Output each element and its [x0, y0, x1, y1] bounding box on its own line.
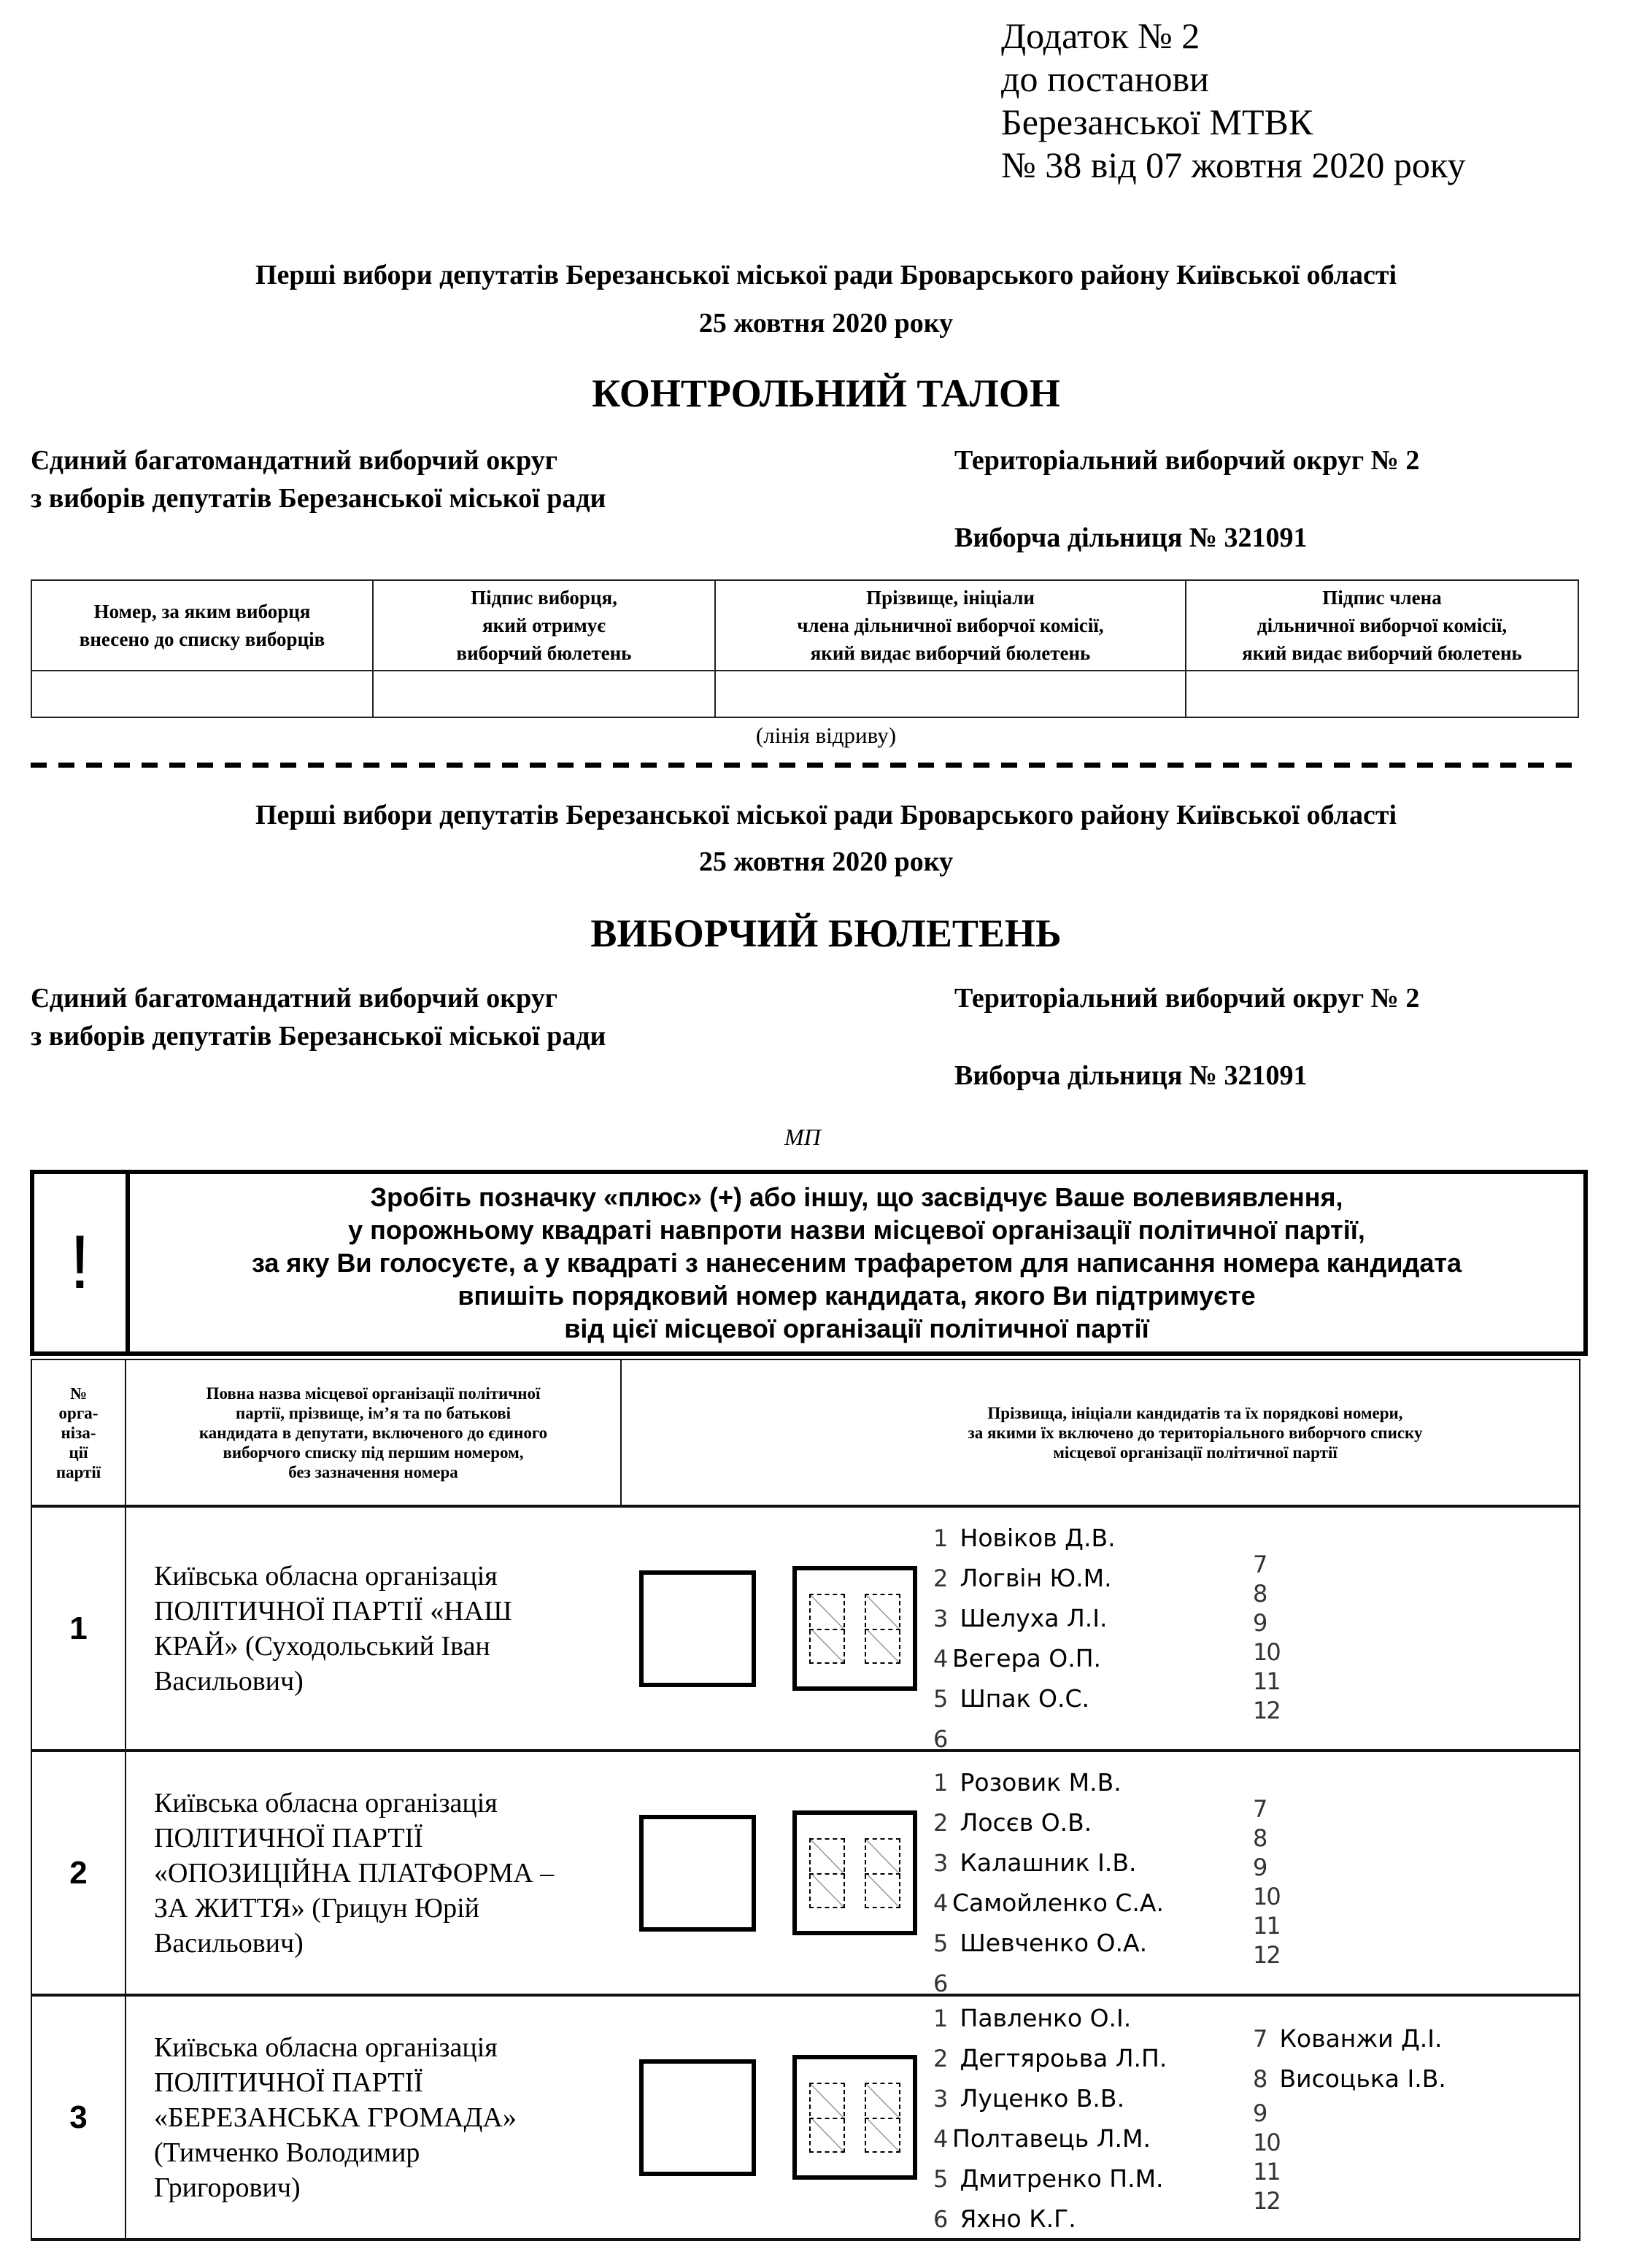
appendix-line: до постанови [1001, 58, 1209, 99]
control-stub-title: КОНТРОЛЬНИЙ ТАЛОН [592, 371, 1060, 415]
party-row [31, 1995, 1580, 2240]
candidate-item: 3 Калашник І.В. [933, 1848, 1137, 1877]
party-vote-checkbox[interactable] [639, 1570, 756, 1687]
party-vote-checkbox[interactable] [639, 2059, 756, 2176]
candidate-list [917, 1995, 1580, 2240]
candidate-list [917, 1506, 1580, 1751]
vote-boxes [621, 1751, 917, 1995]
candidate-item: 10 [1253, 2129, 1280, 2156]
tear-line-label: (лінія відриву) [755, 722, 897, 748]
candidate-item: 11 [1253, 2158, 1280, 2186]
party-name: Київська обласна організація ПОЛІТИЧНОЇ ПАРТІЇ «ОПОЗИЦІЙНА ПЛАТФОРМА – ЗА ЖИТТЯ» (Грицун Юрій Васильович) [126, 1751, 621, 1995]
candidate-item: 2 Логвін Ю.М. [933, 1564, 1112, 1592]
digit-stencil [809, 2083, 845, 2153]
candidate-item: 6 Яхно К.Г. [933, 2205, 1076, 2233]
commission-member-name-field[interactable] [715, 671, 1186, 717]
appendix-header [1001, 15, 1466, 187]
candidate-item: 5 Дмитренко П.М. [933, 2164, 1164, 2193]
party-number: 1 [31, 1506, 126, 1751]
exclamation-icon: ! [34, 1174, 130, 1351]
candidate-item: 10 [1253, 1638, 1280, 1666]
candidate-item: 9 [1253, 2099, 1267, 2127]
party-table [31, 1359, 1580, 2241]
digit-stencil [865, 1594, 900, 1664]
header-voter-signature: Підпис виборця, який отримує виборчий бюлетень [373, 580, 715, 671]
candidate-list [917, 1751, 1580, 1995]
candidate-item: 4 Вегера О.П. [933, 1644, 1102, 1673]
ballot-multi-mandate-district [31, 979, 606, 1055]
appendix-line: Березанської МТВК [1001, 101, 1313, 142]
candidate-item: 3 Луценко В.В. [933, 2084, 1125, 2113]
candidate-number-box[interactable] [792, 1566, 917, 1691]
candidate-item: 1 Новіков Д.В. [933, 1524, 1116, 1552]
candidate-item: 12 [1253, 1941, 1280, 1969]
header-commission-member-name: Прізвище, ініціали члена дільничної виборчої комісії, який видає виборчий бюлетень [715, 580, 1186, 671]
candidate-item: 1 Павленко О.І. [933, 2004, 1132, 2032]
digit-stencil [865, 1838, 900, 1908]
header-party-number: № орга- ніза- ції партії [31, 1359, 126, 1506]
candidate-item: 7 [1253, 1795, 1267, 1823]
tear-line [31, 763, 1579, 768]
candidate-item: 8 [1253, 1824, 1267, 1852]
candidate-item: 2 Дегтяроьва Л.П. [933, 2044, 1167, 2072]
candidate-item: 4 Полтавець Л.М. [933, 2124, 1151, 2153]
party-number: 2 [31, 1751, 126, 1995]
control-stub-table [31, 579, 1579, 718]
candidate-item: 6 [933, 1725, 947, 1753]
district-line: з виборів депутатів Березанської міської ради [31, 483, 606, 514]
stamp-mark: МП [784, 1124, 821, 1150]
candidate-item: 4 Самойленко С.А. [933, 1889, 1164, 1917]
precinct-number: Виборча дільниця № 321091 [954, 522, 1308, 553]
party-vote-checkbox[interactable] [639, 1815, 756, 1932]
ballot-title: ВИБОРЧИЙ БЮЛЕТЕНЬ [590, 911, 1062, 955]
district-line: з виборів депутатів Березанської міської ради [31, 1021, 606, 1052]
candidate-item: 7 [1253, 1551, 1267, 1578]
candidate-item: 2 Лосєв О.В. [933, 1808, 1092, 1837]
candidate-item: 8 Висоцька І.В. [1253, 2064, 1446, 2093]
candidate-item: 1 Розовик М.В. [933, 1768, 1122, 1797]
instruction-text: Зробіть позначку «плюс» (+) або іншу, що засвідчує Ваше волевиявлення, у порожньому квадраті навпроти назви місцевої організації політичної партії, за яку Ви голосуєте, а у квадраті з нанесеним трафаретом для написання номера кандидата впишіть порядковий номер кандидата, якого Ви підтримуєте від цієї місцевої організації політичної партії [251, 1182, 1462, 1343]
voter-signature-field[interactable] [373, 671, 715, 717]
header-party-name: Повна назва місцевої організації політичної партії, прізвище, ім’я та по батькові кандидата в депутати, включеного до єдиного виборчого списку під першим номером, без зазначення номера [126, 1359, 621, 1506]
candidate-item: 8 [1253, 1580, 1267, 1608]
digit-stencil [809, 1838, 845, 1908]
district-line: Єдиний багатомандатний виборчий округ [31, 983, 557, 1014]
election-date: 25 жовтня 2020 року [698, 308, 954, 339]
candidate-number-box[interactable] [792, 1810, 917, 1935]
candidate-item: 10 [1253, 1883, 1280, 1910]
header-candidates: Прізвища, ініціали кандидатів та їх порядкові номери, за якими їх включено до територіального виборчого списку місцевої організації політичної партії [621, 1359, 1580, 1506]
appendix-line: № 38 від 07 жовтня 2020 року [1001, 144, 1466, 185]
party-row [31, 1751, 1580, 1995]
party-name: Київська обласна організація ПОЛІТИЧНОЇ ПАРТІЇ «НАШ КРАЙ» (Суходольський Іван Васильович) [126, 1506, 621, 1751]
candidate-item: 3 Шелуха Л.І. [933, 1604, 1108, 1632]
header-voter-number: Номер, за яким виборця внесено до списку виборців [31, 580, 373, 671]
party-row [31, 1506, 1580, 1751]
candidate-item: 5 Шпак О.С. [933, 1684, 1090, 1713]
candidate-item: 5 Шевченко О.А. [933, 1929, 1148, 1957]
voter-number-field[interactable] [31, 671, 373, 717]
commission-member-signature-field[interactable] [1186, 671, 1578, 717]
candidate-item: 7 Кованжи Д.І. [1253, 2024, 1443, 2053]
candidate-item: 12 [1253, 1697, 1280, 1724]
candidate-item: 9 [1253, 1854, 1267, 1881]
candidate-item: 6 [933, 1970, 947, 1997]
ballot-election-title: Перші вибори депутатів Березанської міської ради Броварського району Київської області [255, 800, 1397, 830]
candidate-item: 11 [1253, 1667, 1280, 1695]
vote-boxes [621, 1506, 917, 1751]
vote-boxes [621, 1995, 917, 2240]
candidate-item: 11 [1253, 1912, 1280, 1940]
candidate-item: 9 [1253, 1609, 1267, 1637]
multi-mandate-district [31, 441, 606, 517]
digit-stencil [809, 1594, 845, 1664]
election-title: Перші вибори депутатів Березанської міської ради Броварського району Київської області [255, 260, 1397, 290]
ballot-precinct-number: Виборча дільниця № 321091 [954, 1060, 1308, 1091]
territorial-district: Територіальний виборчий округ № 2 [954, 445, 1420, 476]
party-name: Київська обласна організація ПОЛІТИЧНОЇ ПАРТІЇ «БЕРЕЗАНСЬКА ГРОМАДА» (Тимченко Володимир Григорович) [126, 1995, 621, 2240]
party-number: 3 [31, 1995, 126, 2240]
candidate-number-box[interactable] [792, 2055, 917, 2180]
candidate-item: 12 [1253, 2187, 1280, 2215]
header-commission-member-signature: Підпис члена дільничної виборчої комісії, який видає виборчий бюлетень [1186, 580, 1578, 671]
appendix-line: Додаток № 2 [1001, 15, 1200, 56]
ballot-territorial-district: Територіальний виборчий округ № 2 [954, 983, 1420, 1014]
ballot-election-date: 25 жовтня 2020 року [698, 846, 954, 877]
digit-stencil [865, 2083, 900, 2153]
instruction-box [30, 1170, 1588, 1356]
district-line: Єдиний багатомандатний виборчий округ [31, 445, 557, 476]
